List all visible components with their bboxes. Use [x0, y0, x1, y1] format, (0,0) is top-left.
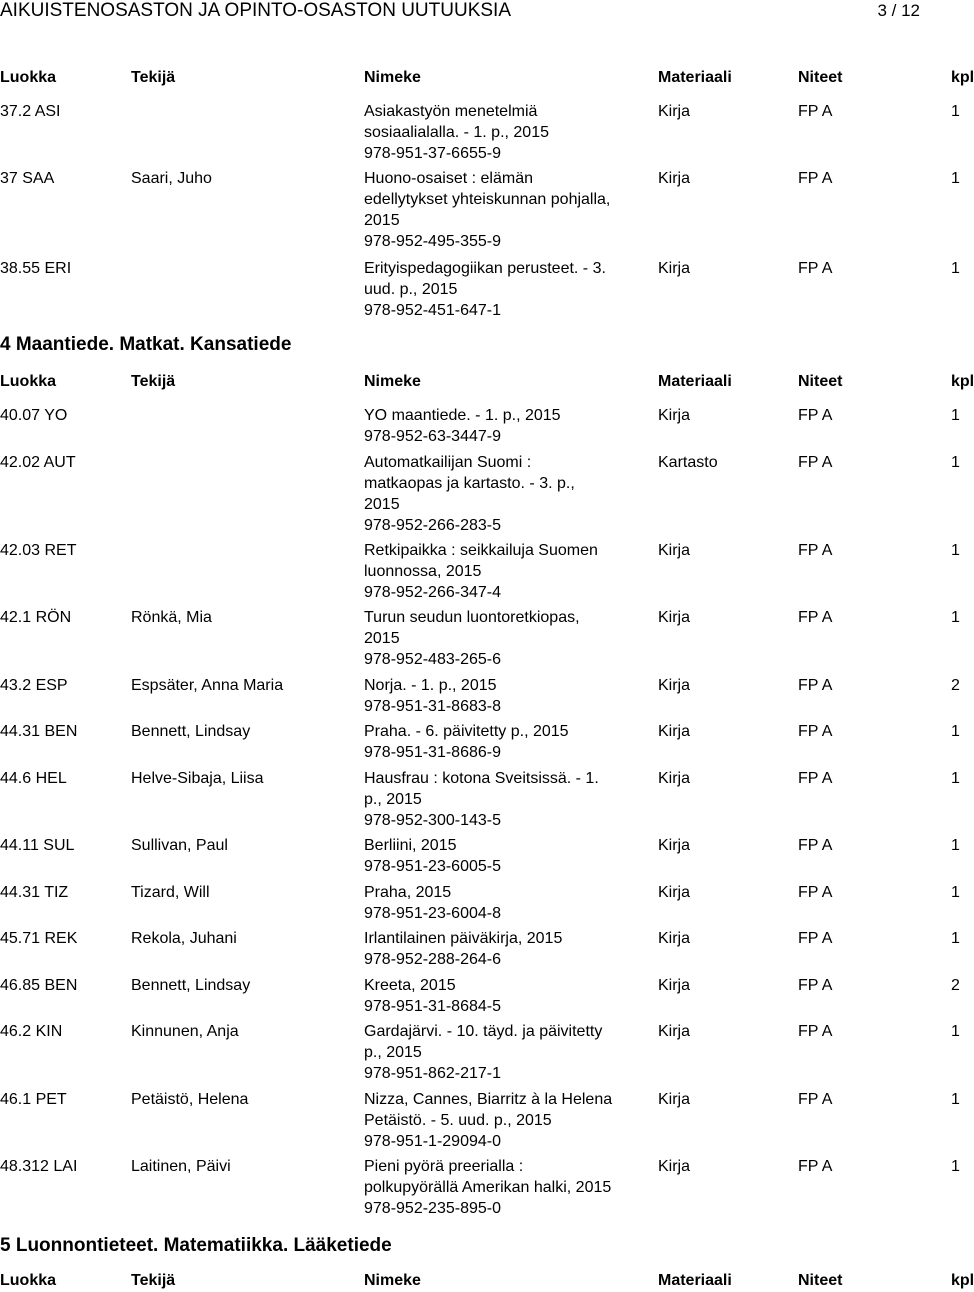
cell-materiaali: Kirja: [658, 407, 691, 424]
column-header-luokka: Luokka: [0, 373, 57, 390]
cell-luokka: 42.03 RET: [0, 542, 77, 559]
cell-tekija: Rönkä, Mia: [131, 609, 212, 626]
cell-kpl: 1: [951, 260, 960, 277]
cell-nimeke: Asiakastyön menetelmiä sosiaalialalla. - 1. p., 2015 978-951-37-6655-9: [364, 103, 549, 162]
cell-nimeke: Erityispedagogiikan perusteet. - 3. uud. p., 2015 978-952-451-647-1: [364, 260, 606, 319]
cell-nimeke: Automatkailijan Suomi : matkaopas ja kartasto. - 3. p., 2015 978-952-266-283-5: [364, 454, 575, 534]
column-header-luokka: Luokka: [0, 1272, 57, 1289]
cell-materiaali: Kirja: [658, 677, 691, 694]
cell-kpl: 1: [951, 609, 960, 626]
section-heading: 5 Luonnontieteet. Matematiikka. Lääketiede: [0, 1235, 392, 1256]
cell-niteet: FP A: [798, 884, 833, 901]
cell-nimeke: Kreeta, 2015 978-951-31-8684-5: [364, 977, 501, 1015]
cell-materiaali: Kirja: [658, 723, 691, 740]
cell-nimeke: Berliini, 2015 978-951-23-6005-5: [364, 837, 501, 875]
cell-nimeke: Gardajärvi. - 10. täyd. ja päivitetty p., 2015 978-951-862-217-1: [364, 1023, 603, 1082]
cell-kpl: 1: [951, 884, 960, 901]
cell-tekija: Rekola, Juhani: [131, 930, 237, 947]
cell-materiaali: Kirja: [658, 103, 691, 120]
column-header-tekija: Tekijä: [131, 373, 176, 390]
cell-kpl: 1: [951, 103, 960, 120]
cell-tekija: Kinnunen, Anja: [131, 1023, 239, 1040]
cell-luokka: 38.55 ERI: [0, 260, 72, 277]
column-header-kpl: kpl: [951, 373, 974, 390]
cell-niteet: FP A: [798, 407, 833, 424]
cell-niteet: FP A: [798, 609, 833, 626]
cell-materiaali: Kirja: [658, 930, 691, 947]
column-header-niteet: Niteet: [798, 373, 843, 390]
cell-kpl: 1: [951, 837, 960, 854]
cell-tekija: Laitinen, Päivi: [131, 1158, 231, 1175]
column-header-luokka: Luokka: [0, 69, 57, 86]
cell-kpl: 1: [951, 723, 960, 740]
column-header-materiaali: Materiaali: [658, 1272, 732, 1289]
cell-nimeke: Norja. - 1. p., 2015 978-951-31-8683-8: [364, 677, 501, 715]
cell-kpl: 1: [951, 407, 960, 424]
cell-materiaali: Kirja: [658, 770, 691, 787]
cell-niteet: FP A: [798, 1023, 833, 1040]
cell-niteet: FP A: [798, 770, 833, 787]
column-header-niteet: Niteet: [798, 69, 843, 86]
document-title: AIKUISTENOSASTON JA OPINTO-OSASTON UUTUUKSIA: [0, 0, 511, 21]
cell-niteet: FP A: [798, 930, 833, 947]
cell-luokka: 44.31 BEN: [0, 723, 78, 740]
cell-niteet: FP A: [798, 170, 833, 187]
cell-luokka: 37.2 ASI: [0, 103, 61, 120]
column-header-materiaali: Materiaali: [658, 373, 732, 390]
cell-tekija: Petäistö, Helena: [131, 1091, 249, 1108]
cell-luokka: 46.2 KIN: [0, 1023, 63, 1040]
cell-luokka: 40.07 YO: [0, 407, 68, 424]
cell-kpl: 1: [951, 930, 960, 947]
cell-niteet: FP A: [798, 260, 833, 277]
cell-luokka: 42.1 RÖN: [0, 609, 72, 626]
cell-materiaali: Kirja: [658, 170, 691, 187]
cell-luokka: 48.312 LAI: [0, 1158, 78, 1175]
cell-kpl: 1: [951, 170, 960, 187]
cell-luokka: 45.71 REK: [0, 930, 78, 947]
cell-nimeke: Turun seudun luontoretkiopas, 2015 978-952-483-265-6: [364, 609, 580, 668]
cell-nimeke: Irlantilainen päiväkirja, 2015 978-952-288-264-6: [364, 930, 563, 968]
cell-kpl: 2: [951, 977, 960, 994]
cell-materiaali: Kirja: [658, 609, 691, 626]
cell-kpl: 1: [951, 1091, 960, 1108]
cell-materiaali: Kirja: [658, 542, 691, 559]
column-header-kpl: kpl: [951, 69, 974, 86]
cell-luokka: 46.1 PET: [0, 1091, 67, 1108]
cell-materiaali: Kirja: [658, 837, 691, 854]
cell-materiaali: Kirja: [658, 884, 691, 901]
cell-luokka: 44.31 TIZ: [0, 884, 69, 901]
cell-materiaali: Kirja: [658, 1023, 691, 1040]
cell-nimeke: Retkipaikka : seikkailuja Suomen luonnossa, 2015 978-952-266-347-4: [364, 542, 598, 601]
cell-kpl: 1: [951, 454, 960, 471]
cell-materiaali: Kirja: [658, 977, 691, 994]
cell-niteet: FP A: [798, 1091, 833, 1108]
cell-tekija: Helve-Sibaja, Liisa: [131, 770, 264, 787]
column-header-kpl: kpl: [951, 1272, 974, 1289]
column-header-niteet: Niteet: [798, 1272, 843, 1289]
cell-luokka: 46.85 BEN: [0, 977, 78, 994]
column-header-nimeke: Nimeke: [364, 1272, 421, 1289]
cell-materiaali: Kartasto: [658, 454, 718, 471]
cell-materiaali: Kirja: [658, 260, 691, 277]
cell-tekija: Espsäter, Anna Maria: [131, 677, 284, 694]
cell-nimeke: YO maantiede. - 1. p., 2015 978-952-63-3447-9: [364, 407, 561, 445]
column-header-nimeke: Nimeke: [364, 69, 421, 86]
section-heading: 4 Maantiede. Matkat. Kansatiede: [0, 334, 292, 355]
cell-tekija: Bennett, Lindsay: [131, 977, 251, 994]
cell-niteet: FP A: [798, 977, 833, 994]
cell-tekija: Saari, Juho: [131, 170, 212, 187]
cell-niteet: FP A: [798, 1158, 833, 1175]
cell-tekija: Sullivan, Paul: [131, 837, 228, 854]
cell-kpl: 1: [951, 1158, 960, 1175]
cell-niteet: FP A: [798, 103, 833, 120]
cell-luokka: 44.6 HEL: [0, 770, 67, 787]
cell-kpl: 1: [951, 1023, 960, 1040]
cell-nimeke: Hausfrau : kotona Sveitsissä. - 1. p., 2015 978-952-300-143-5: [364, 770, 599, 829]
cell-materiaali: Kirja: [658, 1091, 691, 1108]
cell-tekija: Bennett, Lindsay: [131, 723, 251, 740]
cell-luokka: 37 SAA: [0, 170, 55, 187]
column-header-tekija: Tekijä: [131, 1272, 176, 1289]
cell-niteet: FP A: [798, 542, 833, 559]
cell-luokka: 42.02 AUT: [0, 454, 76, 471]
cell-luokka: 44.11 SUL: [0, 837, 75, 854]
cell-kpl: 1: [951, 542, 960, 559]
cell-materiaali: Kirja: [658, 1158, 691, 1175]
cell-niteet: FP A: [798, 677, 833, 694]
cell-niteet: FP A: [798, 723, 833, 740]
cell-kpl: 1: [951, 770, 960, 787]
cell-luokka: 43.2 ESP: [0, 677, 68, 694]
column-header-tekija: Tekijä: [131, 69, 176, 86]
cell-nimeke: Praha. - 6. päivitetty p., 2015 978-951-31-8686-9: [364, 723, 569, 761]
cell-nimeke: Pieni pyörä preerialla : polkupyörällä Amerikan halki, 2015 978-952-235-895-0: [364, 1158, 612, 1217]
column-header-nimeke: Nimeke: [364, 373, 421, 390]
page-number: 3 / 12: [877, 1, 920, 20]
cell-niteet: FP A: [798, 454, 833, 471]
cell-nimeke: Nizza, Cannes, Biarritz à la Helena Petäistö. - 5. uud. p., 2015 978-951-1-29094-0: [364, 1091, 613, 1150]
cell-nimeke: Huono-osaiset : elämän edellytykset yhteiskunnan pohjalla, 2015 978-952-495-355-9: [364, 170, 611, 250]
cell-niteet: FP A: [798, 837, 833, 854]
cell-kpl: 2: [951, 677, 960, 694]
cell-tekija: Tizard, Will: [131, 884, 210, 901]
column-header-materiaali: Materiaali: [658, 69, 732, 86]
cell-nimeke: Praha, 2015 978-951-23-6004-8: [364, 884, 501, 922]
